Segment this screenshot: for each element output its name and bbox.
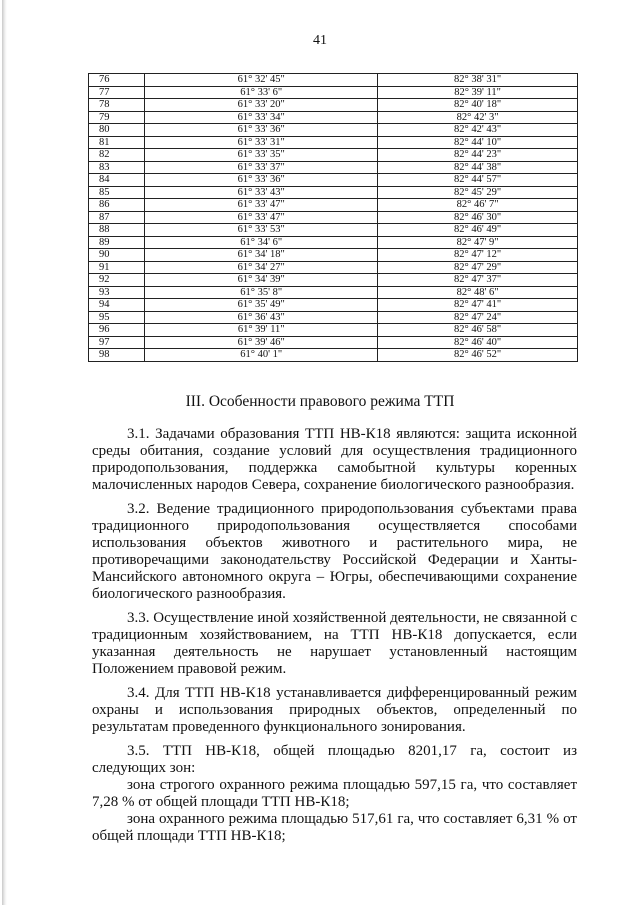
table-row: [89, 99, 578, 112]
latitude-cell: 61° 33' 36": [145, 174, 378, 187]
longitude-cell: 82° 46' 7": [378, 199, 578, 212]
table-row: [89, 224, 578, 237]
longitude-cell: 82° 44' 10": [378, 136, 578, 149]
latitude-cell: 61° 40' 1": [145, 349, 378, 362]
point-number-cell: 82: [89, 149, 145, 162]
point-number-cell: 79: [89, 111, 145, 124]
body-text: [92, 426, 577, 845]
point-number-cell: 91: [89, 261, 145, 274]
paragraph-3-4: 3.4. Для ТТП НВ-К18 устанавливается дифференцированный режим охраны и использования природных объектов, определенный по результатам проведенного функционального зонирования.: [92, 685, 577, 735]
table-row: [89, 161, 578, 174]
point-number-cell: 92: [89, 274, 145, 287]
table-row: [89, 299, 578, 312]
table-row: [89, 124, 578, 137]
latitude-cell: 61° 35' 8": [145, 286, 378, 299]
latitude-cell: 61° 34' 27": [145, 261, 378, 274]
scan-edge: [2, 0, 7, 905]
latitude-cell: 61° 33' 31": [145, 136, 378, 149]
point-number-cell: 90: [89, 249, 145, 262]
table-row: [89, 324, 578, 337]
table-row: [89, 349, 578, 362]
point-number-cell: 88: [89, 224, 145, 237]
latitude-cell: 61° 34' 18": [145, 249, 378, 262]
longitude-cell: 82° 46' 30": [378, 211, 578, 224]
longitude-cell: 82° 45' 29": [378, 186, 578, 199]
longitude-cell: 82° 47' 29": [378, 261, 578, 274]
latitude-cell: 61° 32' 45": [145, 74, 378, 87]
coordinates-table: [88, 73, 578, 362]
longitude-cell: 82° 48' 6": [378, 286, 578, 299]
longitude-cell: 82° 47' 9": [378, 236, 578, 249]
table-row: [89, 86, 578, 99]
latitude-cell: 61° 33' 6": [145, 86, 378, 99]
longitude-cell: 82° 44' 23": [378, 149, 578, 162]
table-row: [89, 336, 578, 349]
point-number-cell: 96: [89, 324, 145, 337]
table-row: [89, 311, 578, 324]
table-row: [89, 236, 578, 249]
latitude-cell: 61° 33' 47": [145, 199, 378, 212]
latitude-cell: 61° 33' 20": [145, 99, 378, 112]
longitude-cell: 82° 47' 12": [378, 249, 578, 262]
longitude-cell: 82° 42' 43": [378, 124, 578, 137]
latitude-cell: 61° 33' 35": [145, 149, 378, 162]
point-number-cell: 81: [89, 136, 145, 149]
point-number-cell: 95: [89, 311, 145, 324]
latitude-cell: 61° 39' 46": [145, 336, 378, 349]
table-row: [89, 199, 578, 212]
paragraph-3-5: 3.5. ТТП НВ-К18, общей площадью 8201,17 га, состоит из следующих зон:: [92, 743, 577, 776]
point-number-cell: 77: [89, 86, 145, 99]
zone-protection: зона охранного режима площадью 517,61 га, что составляет 6,31 % от общей площади ТТП НВ-К18;: [92, 811, 577, 844]
latitude-cell: 61° 39' 11": [145, 324, 378, 337]
point-number-cell: 97: [89, 336, 145, 349]
table-row: [89, 174, 578, 187]
table-row: [89, 211, 578, 224]
table-row: [89, 111, 578, 124]
zone-strict-protection: зона строгого охранного режима площадью 597,15 га, что составляет 7,28 % от общей площади ТТП НВ-К18;: [92, 777, 577, 810]
table-row: [89, 136, 578, 149]
point-number-cell: 84: [89, 174, 145, 187]
longitude-cell: 82° 42' 3": [378, 111, 578, 124]
latitude-cell: 61° 33' 34": [145, 111, 378, 124]
point-number-cell: 85: [89, 186, 145, 199]
longitude-cell: 82° 47' 24": [378, 311, 578, 324]
table-row: [89, 261, 578, 274]
table-row: [89, 186, 578, 199]
longitude-cell: 82° 47' 41": [378, 299, 578, 312]
latitude-cell: 61° 36' 43": [145, 311, 378, 324]
point-number-cell: 94: [89, 299, 145, 312]
point-number-cell: 93: [89, 286, 145, 299]
longitude-cell: 82° 46' 58": [378, 324, 578, 337]
table-row: [89, 74, 578, 87]
page-number: 41: [313, 33, 327, 48]
table-row: [89, 274, 578, 287]
latitude-cell: 61° 33' 43": [145, 186, 378, 199]
longitude-cell: 82° 40' 18": [378, 99, 578, 112]
longitude-cell: 82° 38' 31": [378, 74, 578, 87]
table-row: [89, 249, 578, 262]
longitude-cell: 82° 44' 57": [378, 174, 578, 187]
latitude-cell: 61° 33' 36": [145, 124, 378, 137]
point-number-cell: 80: [89, 124, 145, 137]
paragraph-3-3: 3.3. Осуществление иной хозяйственной деятельности, не связанной с традиционным хозяйствованием, на ТТП НВ-К18 допускается, если указанная деятельность не нарушает установленный настоящим Положением правовой режим.: [92, 610, 577, 677]
latitude-cell: 61° 35' 49": [145, 299, 378, 312]
longitude-cell: 82° 47' 37": [378, 274, 578, 287]
point-number-cell: 89: [89, 236, 145, 249]
latitude-cell: 61° 33' 37": [145, 161, 378, 174]
longitude-cell: 82° 46' 49": [378, 224, 578, 237]
longitude-cell: 82° 46' 52": [378, 349, 578, 362]
point-number-cell: 83: [89, 161, 145, 174]
table-row: [89, 286, 578, 299]
point-number-cell: 98: [89, 349, 145, 362]
latitude-cell: 61° 34' 39": [145, 274, 378, 287]
point-number-cell: 76: [89, 74, 145, 87]
longitude-cell: 82° 39' 11": [378, 86, 578, 99]
longitude-cell: 82° 46' 40": [378, 336, 578, 349]
paragraph-3-1: 3.1. Задачами образования ТТП НВ-К18 являются: защита исконной среды обитания, создание условий для осуществления традиционного природопользования, поддержка самобытной культуры коренных малочисленных народов Севера, сохранение биологического разнообразия.: [92, 426, 577, 493]
table-row: [89, 149, 578, 162]
point-number-cell: 87: [89, 211, 145, 224]
point-number-cell: 86: [89, 199, 145, 212]
point-number-cell: 78: [89, 99, 145, 112]
latitude-cell: 61° 33' 53": [145, 224, 378, 237]
longitude-cell: 82° 44' 38": [378, 161, 578, 174]
latitude-cell: 61° 34' 6": [145, 236, 378, 249]
latitude-cell: 61° 33' 47": [145, 211, 378, 224]
section-heading: III. Особенности правового режима ТТП: [185, 393, 455, 410]
paragraph-3-2: 3.2. Ведение традиционного природопользования субъектами права традиционного природопользования осуществляется способами использования объектов животного и растительного мира, не противоречащими законодательству Российской Федерации и Ханты-Мансийского автономного округа – Югры, обеспечивающими сохранение биологического разнообразия.: [92, 501, 577, 602]
